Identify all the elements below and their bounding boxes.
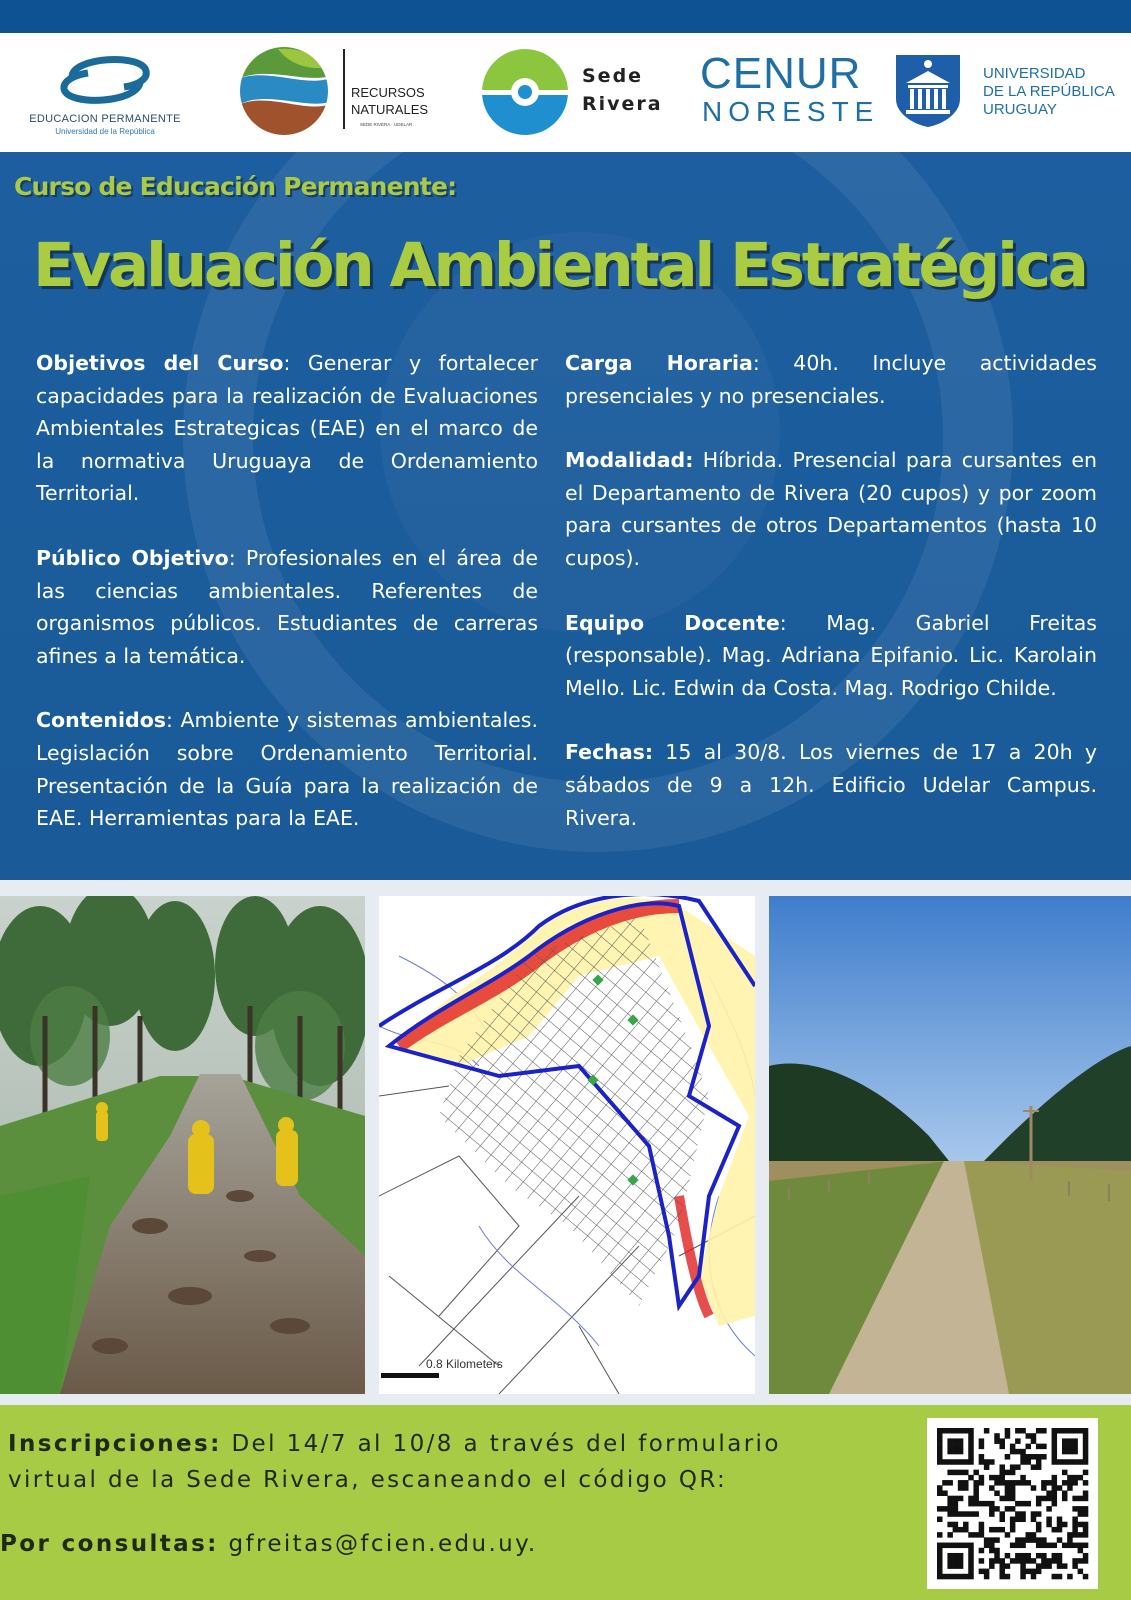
publico-paragraph: Público Objetivo: Profesionales en el área de las ciencias ambientales. Referentes de organismos públicos. Estudiantes de carreras afines a la temática. <box>36 545 538 668</box>
sr-line2: Rivera <box>582 93 663 115</box>
recursos-naturales-logo <box>238 45 428 140</box>
equipo-paragraph: Equipo Docente: Mag. Gabriel Freitas (responsable). Mag. Adriana Epifanio. Lic. Karolain Mello. Lic. Edwin da Costa. Mag. Rodrigo Childe. <box>565 610 1097 700</box>
objetivos-paragraph: Objetivos del Curso: Generar y fortalecer capacidades para la realización de Evaluaciones Ambientales Estrategicas (EAE) en el marco de la normativa Uruguaya de Ordenamiento Territorial. <box>36 351 539 506</box>
inscripciones-line <box>8 1431 781 1457</box>
educacion-permanente-logo <box>20 45 200 140</box>
carga-paragraph: Carga Horaria: 40h. Incluye actividades presenciales y no presenciales. <box>565 351 1097 408</box>
objetivos-label: Objetivos del Curso <box>36 351 284 375</box>
fechas-label: Fechas: <box>565 740 654 765</box>
equipo-text: Mag. Gabriel Freitas (responsable). Mag. Adriana Epifanio. Lic. Karolain Mello. Lic. Edwin da Costa. Mag. Rodrigo Childe. <box>565 610 1097 700</box>
top-strip <box>0 0 1131 33</box>
modalidad-label: Modalidad: <box>565 448 694 473</box>
publico-text: Profesionales en el área de las ciencias ambientales. Referentes de organismos públicos. Estudiantes de carreras afines a la temática. <box>36 545 538 668</box>
rn-line2: NATURALES <box>351 102 429 117</box>
cenur-line1: CENUR <box>700 49 862 98</box>
udelar-line3: URUGUAY <box>983 101 1057 118</box>
cenur-line2: NORESTE <box>702 96 880 127</box>
course-title: Evaluación Ambiental Estratégica <box>33 230 1086 301</box>
right-column <box>565 347 1097 866</box>
course-info-panel <box>0 152 1131 880</box>
left-column <box>36 347 538 867</box>
udelar-logo <box>896 55 1126 135</box>
modalidad-paragraph <box>565 444 1097 574</box>
rn-line3: SEDE RIVERA · UDELAR <box>360 122 413 127</box>
map-scale-label: 0.8 Kilometers <box>426 1357 503 1371</box>
equipo-label: Equipo Docente <box>565 610 780 635</box>
udelar-shield-icon <box>896 55 960 127</box>
rn-line1: RECURSOS <box>351 85 425 100</box>
sede-rivera-logo <box>480 47 670 142</box>
contenidos-paragraph: Contenidos: Ambiente y sistemas ambientales. Legislación sobre Ordenamiento Territorial. Presentación de la Guía para la realización de EAE. Herramientas para la EAE. <box>36 708 538 831</box>
rn-divider <box>343 49 345 129</box>
carga-text: 40h. Incluye actividades presenciales y no presenciales. <box>565 351 1097 408</box>
registration-footer <box>0 1405 1131 1600</box>
publico-label: Público Objetivo <box>36 545 229 570</box>
photo-strip <box>0 880 1131 1405</box>
country-road-photo <box>769 896 1131 1394</box>
inscripciones-label: Inscripciones: <box>8 1431 222 1457</box>
fechas-paragraph <box>565 736 1097 834</box>
udelar-line1: UNIVERSIDAD <box>983 65 1086 82</box>
flood-map-image <box>379 896 755 1394</box>
consultas-line <box>0 1531 538 1557</box>
udelar-line2: DE LA REPÚBLICA <box>983 83 1115 100</box>
ep-name: EDUCACION PERMANENTE <box>29 113 181 125</box>
fechas-text: 15 al 30/8. Los viernes de 17 a 20h y sábados de 9 a 12h. Edificio Udelar Campus. Rivera. <box>565 740 1097 830</box>
consultas-label: Por consultas: <box>0 1531 219 1557</box>
flooded-road-photo <box>0 896 365 1394</box>
inscripciones-text: Del 14/7 al 10/8 a través del formulario <box>221 1431 781 1457</box>
logo-bar <box>0 33 1131 152</box>
contenidos-text: Ambiente y sistemas ambientales. Legislación sobre Ordenamiento Territorial. Presentación de la Guía para la realización de EAE. Herramientas para la EAE. <box>36 708 538 831</box>
inscripciones-line2: virtual de la Sede Rivera, escaneando el código QR: <box>8 1467 728 1493</box>
cenur-logo <box>700 49 880 136</box>
carga-label: Carga Horaria <box>565 351 753 375</box>
ep-subtitle: Universidad de la República <box>55 127 155 136</box>
sr-line1: Sede <box>582 65 644 87</box>
contenidos-label: Contenidos <box>36 708 167 733</box>
modalidad-text: Híbrida. Presencial para cursantes en el Departamento de Rivera (20 cupos) y por zoom para cursantes de otros Departamentos (hasta 10 cupos). <box>565 448 1097 570</box>
contact-email-link[interactable]: gfreitas@fcien.edu.uy. <box>218 1531 538 1557</box>
course-kicker: Curso de Educación Permanente: <box>14 172 457 201</box>
qr-code[interactable] <box>927 1418 1098 1589</box>
objetivos-text: Generar y fortalecer capacidades para la realización de Evaluaciones Ambientales Estrategicas (EAE) en el marco de la normativa Uruguaya de Ordenamiento Territorial. <box>36 351 539 506</box>
